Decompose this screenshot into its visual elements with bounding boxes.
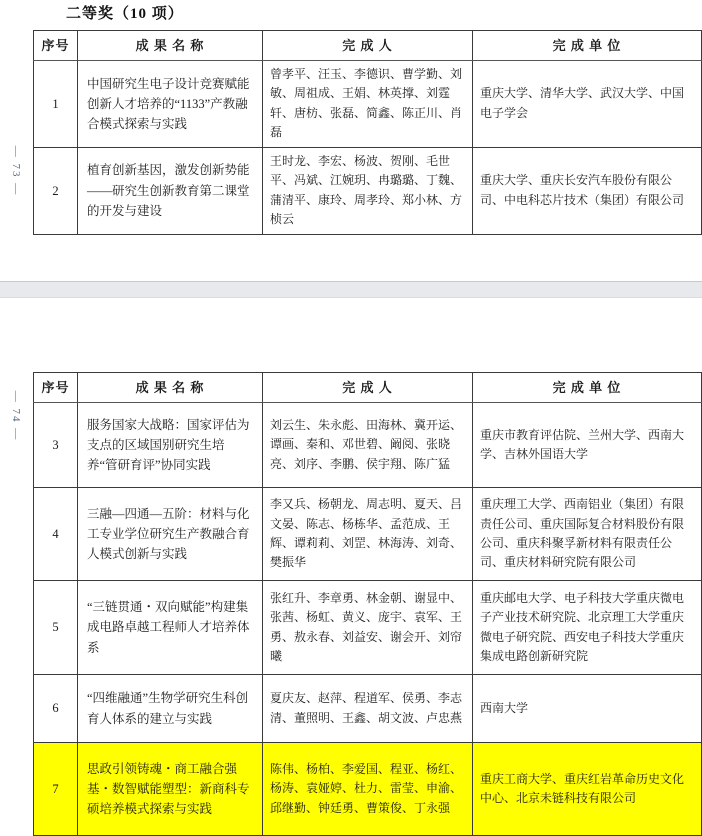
cell-achievement-name: 思政引领铸魂・商工融合强基・数智赋能塑型：新商科专硕培养模式探索与实践 xyxy=(78,743,263,836)
header-completing-units: 完 成 单 位 xyxy=(473,373,702,403)
table-row xyxy=(34,488,702,581)
cell-completing-units: 重庆理工大学、西南铝业（集团）有限责任公司、重庆国际复合材料股份有限公司、重庆科聚孚新材料有限责任公司、重庆材料研究院有限公司 xyxy=(473,488,702,581)
cell-serial-number: 2 xyxy=(34,147,78,234)
table-header-row xyxy=(34,31,702,61)
cell-serial-number: 6 xyxy=(34,675,78,743)
page-title: 二等奖（10 项） xyxy=(66,6,184,22)
table-row xyxy=(34,403,702,488)
cell-serial-number: 5 xyxy=(34,581,78,675)
cell-completing-units: 重庆大学、重庆长安汽车股份有限公司、中电科芯片技术（集团）有限公司 xyxy=(473,147,702,234)
cell-serial-number: 4 xyxy=(34,488,78,581)
cell-completers: 李又兵、杨朝龙、周志明、夏天、吕文晏、陈志、杨栋华、孟范成、王辉、谭莉莉、刘罡、林海涛、刘奇、樊振华 xyxy=(263,488,473,581)
cell-completing-units: 西南大学 xyxy=(473,675,702,743)
left-margin-page-number-73: — 73 — xyxy=(10,145,22,197)
awards-table-page-74 xyxy=(33,372,702,836)
table-row xyxy=(34,147,702,234)
cell-achievement-name: 中国研究生电子设计竞赛赋能创新人才培养的“1133”产教融合模式探索与实践 xyxy=(78,61,263,148)
header-completers: 完 成 人 xyxy=(263,373,473,403)
cell-serial-number: 1 xyxy=(34,61,78,148)
cell-achievement-name: “四维融通”生物学研究生科创育人体系的建立与实践 xyxy=(78,675,263,743)
cell-completers: 王时龙、李宏、杨波、贺刚、毛世平、冯斌、江婉玥、冉璐璐、丁魏、蒲清平、康玲、周孝玲、郑小林、方桢云 xyxy=(263,147,473,234)
cell-completing-units: 重庆大学、清华大学、武汉大学、中国电子学会 xyxy=(473,61,702,148)
table-header-row xyxy=(34,373,702,403)
header-serial-number: 序号 xyxy=(34,373,78,403)
table-row xyxy=(34,581,702,675)
cell-serial-number: 7 xyxy=(34,743,78,836)
cell-achievement-name: 服务国家大战略：国家评估为支点的区域国别研究生培养“管研育评”协同实践 xyxy=(78,403,263,488)
header-completers: 完 成 人 xyxy=(263,31,473,61)
table-row xyxy=(34,61,702,148)
cell-completers: 夏庆友、赵萍、程道军、侯勇、李志清、董照明、王鑫、胡文波、卢忠燕 xyxy=(263,675,473,743)
cell-completers: 曾孝平、汪玉、李德识、曹学勤、刘敏、周祖成、王娟、林英撑、刘霆轩、唐枋、张磊、简鑫、陈正川、肖磊 xyxy=(263,61,473,148)
cell-achievement-name: 三融—四通—五阶：材料与化工专业学位研究生产教融合育人模式创新与实践 xyxy=(78,488,263,581)
cell-completing-units: 重庆市教育评估院、兰州大学、西南大学、吉林外国语大学 xyxy=(473,403,702,488)
cell-achievement-name: “三链贯通・双向赋能”构建集成电路卓越工程师人才培养体系 xyxy=(78,581,263,675)
header-serial-number: 序号 xyxy=(34,31,78,61)
cell-serial-number: 3 xyxy=(34,403,78,488)
page-separator-band xyxy=(0,281,702,298)
left-margin-page-number-74: — 74 — xyxy=(10,390,22,442)
cell-completing-units: 重庆工商大学、重庆红岩革命历史文化中心、北京未链科技有限公司 xyxy=(473,743,702,836)
header-achievement-name: 成 果 名 称 xyxy=(78,373,263,403)
cell-achievement-name: 植育创新基因，激发创新势能——研究生创新教育第二课堂的开发与建设 xyxy=(78,147,263,234)
table-row-highlighted xyxy=(34,743,702,836)
header-achievement-name: 成 果 名 称 xyxy=(78,31,263,61)
awards-table-page-73 xyxy=(33,30,702,235)
cell-completers: 张红升、李章勇、林金朝、谢显中、张茜、杨虹、黄义、庞宇、袁军、王勇、敖永春、刘益安、谢会开、刘帘曦 xyxy=(263,581,473,675)
cell-completing-units: 重庆邮电大学、电子科技大学重庆微电子产业技术研究院、北京理工大学重庆微电子研究院、西安电子科技大学重庆集成电路创新研究院 xyxy=(473,581,702,675)
table-row xyxy=(34,675,702,743)
cell-completers: 陈伟、杨柏、李爱国、程亚、杨红、杨涛、袁娅婷、杜力、雷莹、申渝、邱继勤、钟廷勇、曹策俊、丁永强 xyxy=(263,743,473,836)
header-completing-units: 完 成 单 位 xyxy=(473,31,702,61)
cell-completers: 刘云生、朱永彪、田海林、冀开运、谭画、秦和、邓世碧、阚阅、张晓亮、刘序、李鹏、侯宇翔、陈广猛 xyxy=(263,403,473,488)
